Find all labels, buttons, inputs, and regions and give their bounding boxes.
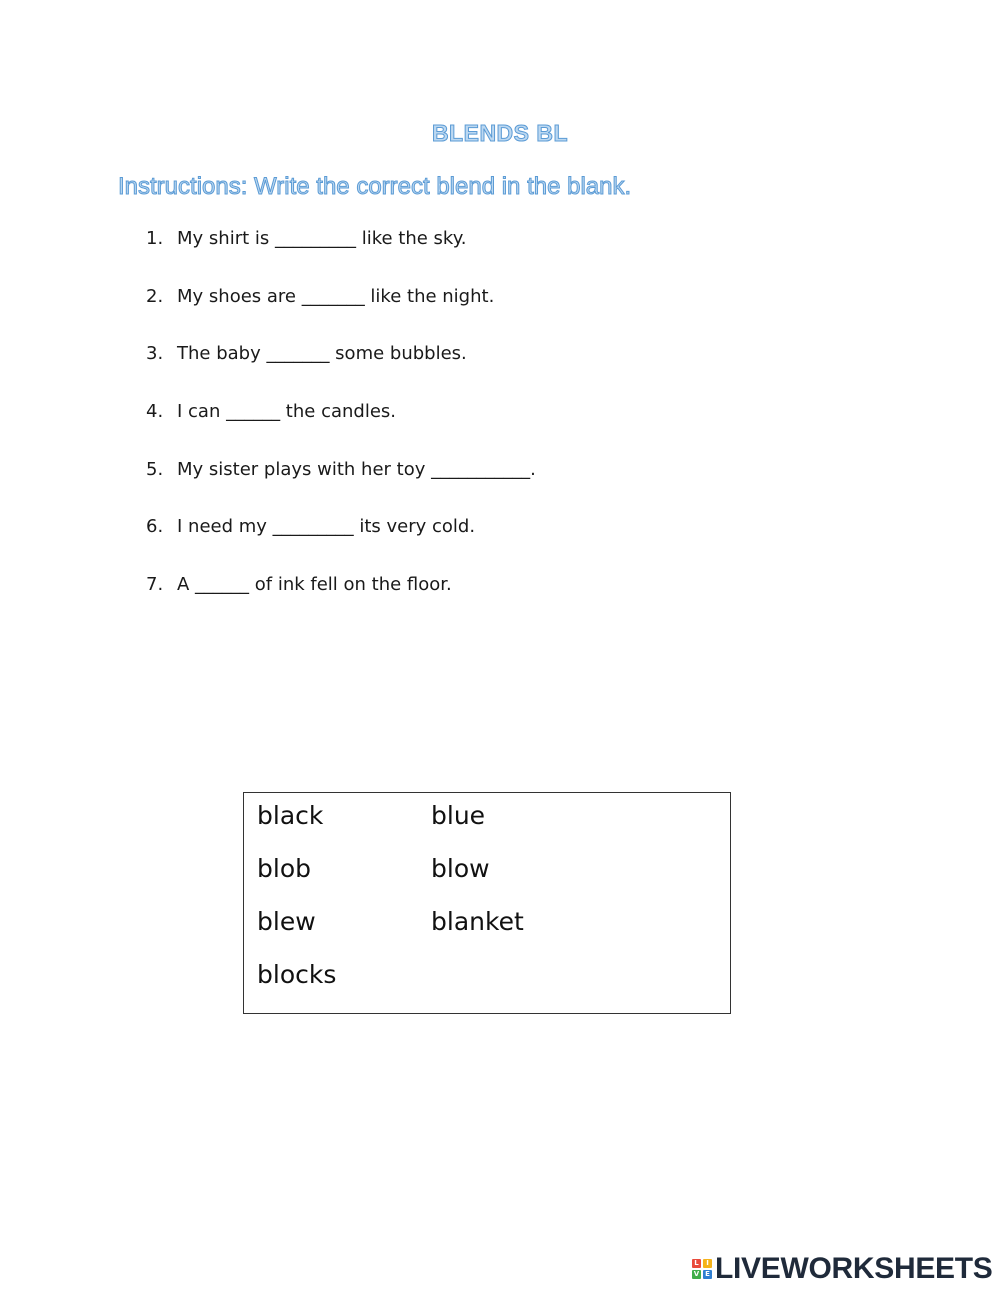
question-item-1 (146, 226, 536, 284)
question-number: 6. (146, 516, 164, 538)
logo-blocks-icon (692, 1259, 712, 1279)
word-bank-item: blew (257, 907, 316, 936)
question-number: 1. (146, 228, 164, 249)
instructions-text: Instructions: Write the correct blend in the blank. (118, 173, 632, 200)
question-text: I can ______ the candles. (177, 401, 397, 423)
question-number: 7. (146, 574, 164, 596)
worksheet-title: BLENDS BL (431, 120, 569, 146)
question-text: My shirt is _________ like the sky. (177, 228, 467, 249)
question-text: My sister plays with her toy ___________. (177, 458, 536, 480)
word-bank-item: blow (431, 854, 490, 883)
question-item-7 (146, 572, 536, 630)
question-text: I need my _________ its very cold. (177, 516, 476, 538)
word-bank-item: blue (431, 801, 486, 830)
word-bank-item: blanket (431, 907, 524, 936)
question-item-4 (146, 399, 536, 457)
word-bank-item: black (257, 801, 324, 830)
word-bank-item: blocks (257, 960, 337, 989)
logo-block: I (703, 1259, 712, 1268)
question-list (146, 226, 536, 630)
question-item-2 (146, 284, 536, 342)
question-text: The baby _______ some bubbles. (177, 343, 467, 365)
question-number: 3. (146, 343, 164, 365)
question-item-3 (146, 341, 536, 399)
question-text: My shoes are _______ like the night. (177, 285, 495, 307)
logo-text: LIVEWORKSHEETS (715, 1252, 993, 1285)
logo-block: L (692, 1259, 701, 1268)
question-item-6 (146, 514, 536, 572)
question-item-5 (146, 457, 536, 515)
logo-block: V (693, 1270, 700, 1278)
liveworksheets-logo (692, 1254, 993, 1284)
question-number: 2. (146, 285, 164, 307)
logo-block: E (703, 1270, 712, 1279)
question-number: 5. (146, 458, 164, 480)
question-text: A ______ of ink fell on the floor. (177, 574, 452, 596)
word-bank (243, 792, 731, 1014)
question-number: 4. (146, 401, 164, 423)
word-bank-item: blob (257, 854, 311, 883)
